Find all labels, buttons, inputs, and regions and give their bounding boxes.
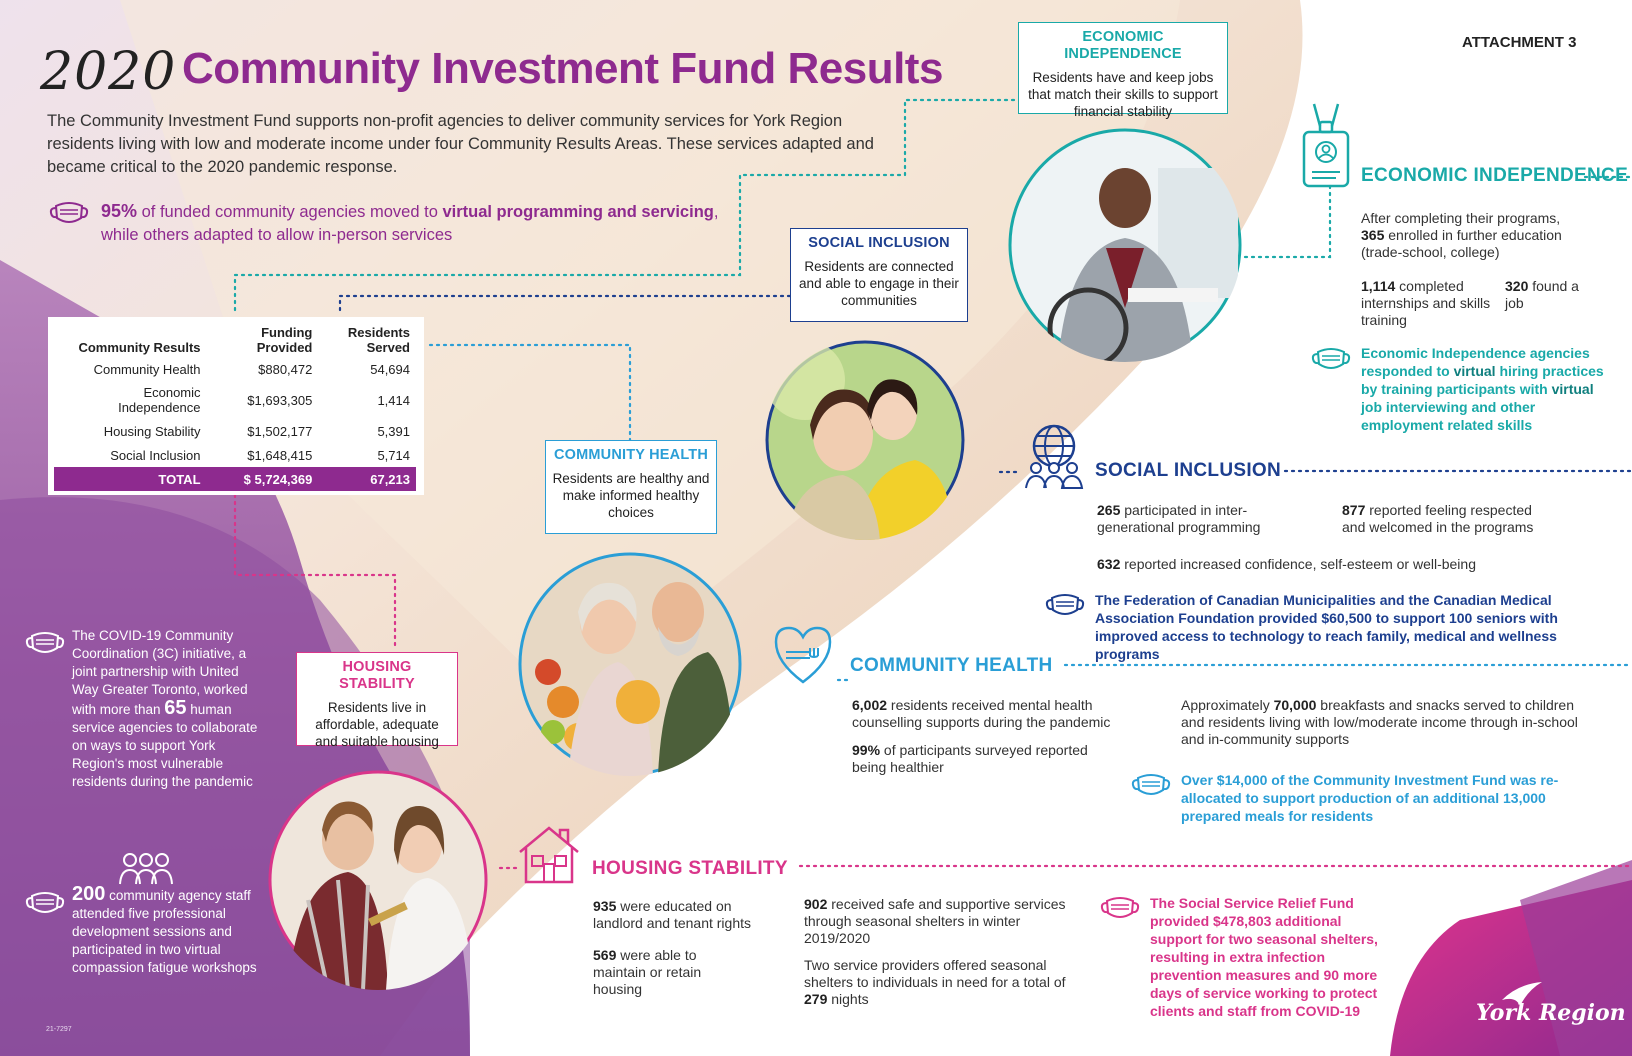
- table-row: [54, 381, 416, 419]
- house-icon: [516, 822, 582, 886]
- econ-stat-3: 320 found a job: [1505, 278, 1579, 311]
- health-photo: [518, 552, 742, 776]
- table-cell: $880,472: [258, 361, 313, 377]
- housing-note: The Social Service Relief Fund provided $478,803 additional support for two seasonal shelters, resulting in extra infection prevention measures and 90 more days of service working to protect clients and staff from COVID-19: [1150, 895, 1378, 1019]
- col-header-results: Community Results: [78, 340, 201, 355]
- housing-stat-3: 902 received safe and supportive services through seasonal shelters in winter 2019/2020: [804, 896, 1066, 946]
- mask-icon: [24, 630, 66, 656]
- funding-table: [48, 317, 424, 495]
- table-cell: $1,648,415: [247, 447, 313, 463]
- econ-stat-1: After completing their programs, 365 enrolled in further education (trade-school, college): [1361, 210, 1562, 260]
- health-callout-box: [545, 440, 717, 534]
- table-cell: $ 5,724,369: [207, 467, 319, 491]
- mask-icon: [1099, 895, 1141, 921]
- econ-note: Economic Independence agencies responded to virtual hiring practices by training participants with virtual job interviewing and other employment related skills: [1361, 345, 1604, 433]
- social-stat-2: 877 reported feeling respected and welcomed in the programs: [1342, 502, 1534, 535]
- virtual-text-1: of funded community agencies moved to: [137, 203, 443, 221]
- table-row: [54, 443, 416, 467]
- mask-icon: [1310, 346, 1352, 372]
- health-stat-1: 6,002 residents received mental health counselling supports during the pandemic: [852, 697, 1111, 730]
- table-cell: 5,714: [377, 447, 410, 463]
- globe-people-icon: [1022, 422, 1086, 492]
- table-cell: $1,693,305: [247, 392, 313, 408]
- table-cell: 1,414: [377, 392, 410, 408]
- funding-table-grid: [54, 323, 416, 491]
- table-cell: 5,391: [377, 423, 410, 439]
- health-section-heading: COMMUNITY HEALTH: [850, 655, 1053, 676]
- intro-paragraph: The Community Investment Fund supports non-profit agencies to deliver community services for York Region residents living with low and moderate income under four Community Results Areas. These services adapted and became critical to the 2020 pandemic response.: [47, 112, 874, 176]
- table-total-row: [54, 467, 416, 491]
- health-callout-heading: COMMUNITY HEALTH: [553, 447, 709, 463]
- attachment-label: ATTACHMENT 3: [1462, 34, 1577, 51]
- col-header-funding: Funding Provided: [256, 325, 313, 355]
- social-note: The Federation of Canadian Municipalities and the Canadian Medical Association Foundation provided $60,500 to support 100 seniors with improved access to technology to reach family, medical and wellness programs: [1095, 592, 1558, 662]
- people-group-icon: [118, 850, 174, 886]
- table-row: [54, 357, 416, 381]
- econ-section-heading: ECONOMIC INDEPENDENCE: [1361, 165, 1629, 186]
- social-section-heading: SOCIAL INCLUSION: [1095, 460, 1282, 481]
- virtual-pct: 95%: [101, 201, 138, 221]
- housing-stat-1: 935 were educated on landlord and tenant rights: [593, 898, 751, 931]
- col-header-served: Residents Served: [347, 325, 410, 355]
- housing-stat-4: Two service providers offered seasonal shelters to individuals in need for a total of 279 nights: [804, 957, 1066, 1007]
- table-row: [54, 419, 416, 443]
- social-stat-1: 265 participated in inter-generational programming: [1097, 502, 1261, 535]
- housing-photo: [268, 770, 488, 990]
- mask-icon: [48, 200, 90, 226]
- table-cell: Community Health: [93, 361, 201, 377]
- mask-icon: [1044, 592, 1086, 618]
- mask-icon: [24, 890, 66, 916]
- table-cell: Housing Stability: [103, 423, 201, 439]
- social-callout-box: [790, 228, 968, 322]
- econ-stat-2: 1,114 completed internships and skills training: [1361, 278, 1491, 328]
- mask-icon: [1130, 772, 1172, 798]
- covid-coordination-text: The COVID-19 Community Coordination (3C) initiative, a joint partnership with United Way Greater Toronto, worked with more than 65 human service agencies to collaborate on ways to support York Region's most vulnerable residents during the pandemic: [72, 628, 258, 789]
- page-title: Community Investment Fund Results: [182, 44, 943, 93]
- table-cell: 67,213: [318, 467, 416, 491]
- housing-section-heading: HOUSING STABILITY: [592, 858, 788, 879]
- econ-callout-text: Residents have and keep jobs that match their skills to support financial stability: [1028, 70, 1218, 119]
- year-heading: 2020: [40, 42, 177, 102]
- york-region-logo-text: York Region: [1476, 1000, 1626, 1026]
- health-stat-3: Approximately 70,000 breakfasts and snacks served to children and residents living with low/moderate income through in-school and in-community supports: [1181, 697, 1578, 747]
- virtual-bold: virtual programming and servicing: [442, 203, 714, 221]
- social-photo: [765, 340, 965, 540]
- table-cell: Economic Independence: [118, 385, 201, 415]
- social-callout-heading: SOCIAL INCLUSION: [808, 235, 950, 251]
- health-callout-text: Residents are healthy and make informed healthy choices: [552, 471, 710, 520]
- housing-callout-box: [296, 652, 458, 749]
- social-stat-3: 632 reported increased confidence, self-esteem or well-being: [1097, 556, 1476, 572]
- table-cell: 54,694: [370, 361, 410, 377]
- housing-callout-heading: HOUSING STABILITY: [339, 659, 415, 692]
- heart-utensils-icon: [770, 622, 836, 688]
- health-note: Over $14,000 of the Community Investment Fund was re-allocated to support production of an additional 13,000 prepared meals for residents: [1181, 772, 1559, 824]
- housing-stat-2: 569 were able to maintain or retain housing: [593, 947, 702, 997]
- staff-development-text: 200 community agency staff attended five professional development sessions and participated in two virtual compassion fatigue workshops: [72, 883, 257, 975]
- virtual-text-2: , while others adapted to allow in-person services: [101, 203, 719, 244]
- table-cell: Social Inclusion: [110, 447, 201, 463]
- table-cell: TOTAL: [54, 467, 207, 491]
- econ-callout-box: [1018, 22, 1228, 119]
- econ-callout-heading: ECONOMIC INDEPENDENCE: [1064, 29, 1182, 62]
- health-stat-2: 99% of participants surveyed reported being healthier: [852, 742, 1088, 775]
- id-badge-icon: [1300, 102, 1352, 188]
- table-cell: $1,502,177: [247, 423, 313, 439]
- document-code: 21-7297: [46, 1026, 72, 1033]
- housing-callout-text: Residents live in affordable, adequate and suitable housing: [315, 700, 439, 749]
- social-callout-text: Residents are connected and able to engage in their communities: [799, 259, 959, 308]
- econ-photo: [1008, 128, 1242, 362]
- virtual-programming-stat: [101, 200, 741, 247]
